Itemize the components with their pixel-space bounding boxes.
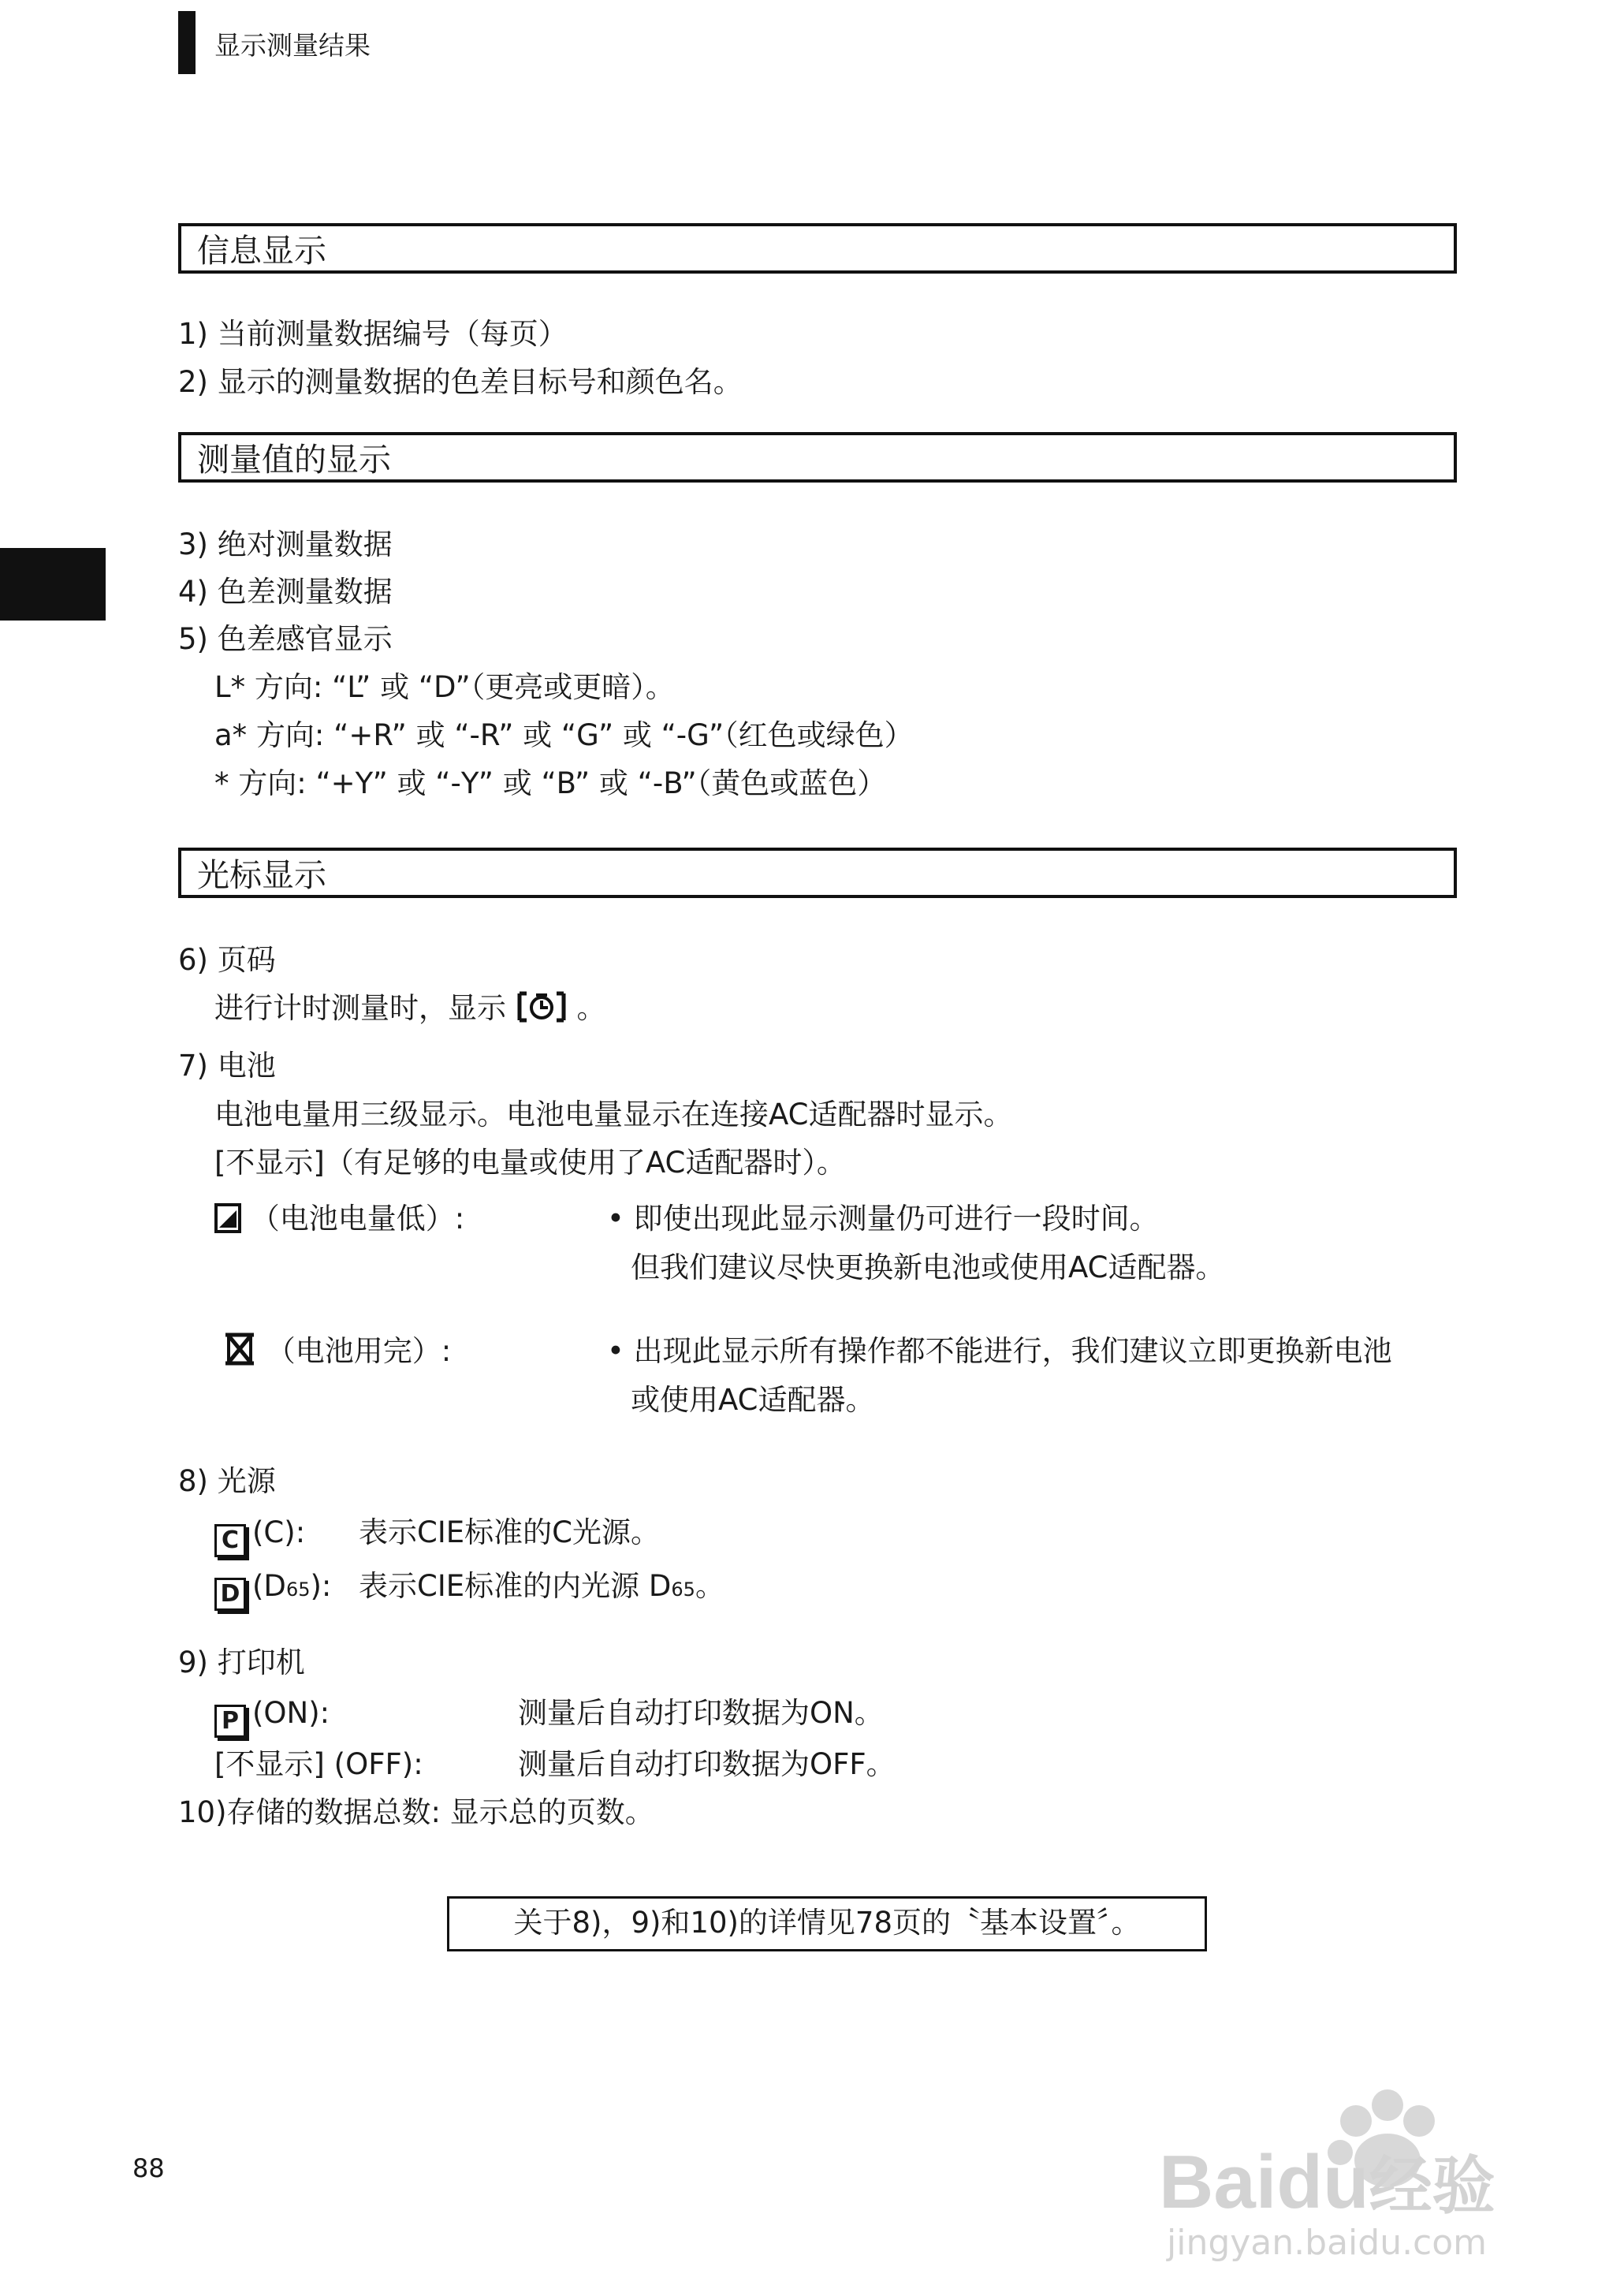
section-measure-heading: 测量值的显示: [178, 432, 1457, 483]
measure-item-4: 4) 色差测量数据: [178, 575, 393, 609]
storage-total: 10)存储的数据总数: 显示总的页数。: [178, 1795, 654, 1829]
light-label: 8) 光源: [178, 1464, 276, 1498]
battery-low-text-2: 但我们建议尽快更换新电池或使用AC适配器。: [631, 1250, 1225, 1284]
timer-icon: [517, 991, 566, 1032]
watermark-brand: Baidu: [1159, 2140, 1369, 2224]
watermark-cn: 经验: [1369, 2151, 1495, 2221]
measure-item-3: 3) 绝对测量数据: [178, 527, 393, 561]
page-code-desc: 进行计时测量时，显示 。: [214, 990, 606, 1032]
battery-label: 7) 电池: [178, 1049, 276, 1083]
printer-off-desc: 测量后自动打印数据为OFF。: [518, 1747, 896, 1781]
measure-item-5: 5) 色差感官显示: [178, 622, 393, 656]
battery-empty-row: （电池用完）:: [222, 1332, 451, 1375]
bullet: •: [607, 1202, 624, 1236]
section-info-heading: 信息显示: [178, 223, 1457, 274]
reference-note: 关于8)，9)和10)的详情见78页的〝基本设置〞。: [447, 1896, 1207, 1951]
info-item-1: 1) 当前测量数据编号（每页）: [178, 317, 568, 351]
direction-b: * 方向: “+Y” 或 “-Y” 或 “B” 或 “-B”（黄色或蓝色）: [214, 766, 887, 800]
battery-empty-text-1: • 出现此显示所有操作都不能进行，我们建议立即更换新电池: [607, 1334, 1392, 1368]
battery-empty-icon: [222, 1332, 257, 1375]
battery-empty-text-2: 或使用AC适配器。: [631, 1383, 875, 1417]
side-tab-marker: [0, 548, 106, 621]
printer-off-code: [不显示] (OFF):: [214, 1747, 423, 1781]
light-c-desc: 表示CIE标准的C光源。: [359, 1515, 660, 1549]
printer-icon: P: [214, 1705, 246, 1738]
battery-low-icon: [214, 1203, 241, 1243]
light-d-row: D (D65):: [214, 1567, 331, 1611]
printer-on-desc: 测量后自动打印数据为ON。: [518, 1696, 884, 1730]
header-bar: [178, 11, 196, 74]
header-title: 显示测量结果: [214, 30, 371, 61]
battery-desc-2: [不显示]（有足够的电量或使用了AC适配器时）。: [214, 1146, 846, 1180]
printer-label: 9) 打印机: [178, 1646, 305, 1679]
battery-desc-1: 电池电量用三级显示。电池电量显示在连接AC适配器时显示。: [214, 1098, 1013, 1131]
direction-a: a* 方向: “+R” 或 “-R” 或 “G” 或 “-G”（红色或绿色）: [214, 718, 914, 752]
section-cursor-heading: 光标显示: [178, 848, 1457, 898]
printer-on-row: P (ON):: [214, 1694, 330, 1738]
page-number: 88: [132, 2153, 165, 2183]
info-item-2: 2) 显示的测量数据的色差目标号和颜色名。: [178, 365, 743, 399]
light-d-desc: 表示CIE标准的内光源 D65。: [359, 1569, 724, 1603]
battery-low-text-1: • 即使出现此显示测量仍可进行一段时间。: [607, 1202, 1159, 1236]
bullet: •: [607, 1334, 624, 1368]
watermark-url: jingyan.baidu.com: [1167, 2223, 1488, 2263]
direction-l: L* 方向: “L” 或 “D”（更亮或更暗）。: [214, 670, 675, 704]
light-c-icon: C: [214, 1524, 246, 1557]
page-code-label: 6) 页码: [178, 943, 276, 977]
baidu-watermark: [1159, 2074, 1569, 2263]
light-d-icon: D: [214, 1578, 246, 1611]
battery-low-row: （电池电量低）:: [214, 1200, 464, 1243]
light-c-row: C (C):: [214, 1514, 305, 1557]
